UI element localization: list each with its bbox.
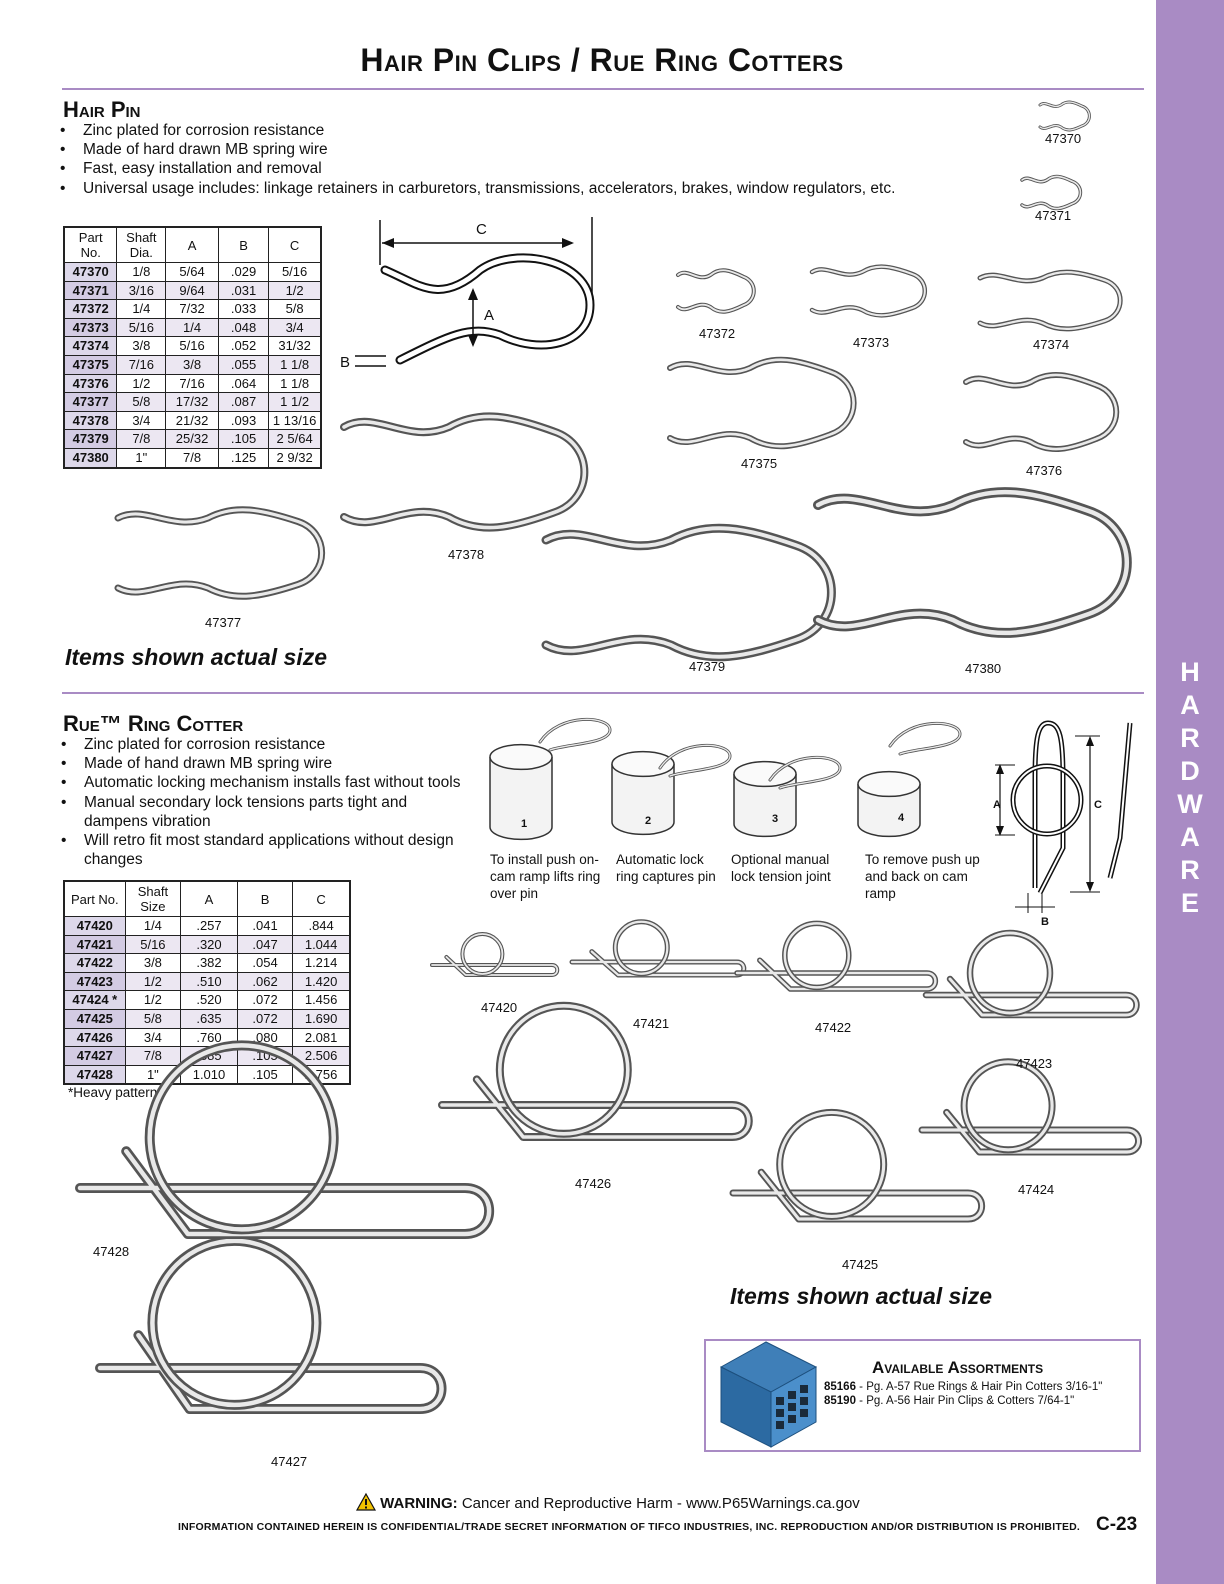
item-label: 47378 [448,547,485,562]
table-cell: .885 [181,1047,238,1066]
table-cell: 25/32 [166,430,219,449]
col-header: Shaft Dia. [117,227,166,263]
feature-item: • Zinc plated for corrosion resistance [61,735,481,754]
item-label: 47379 [689,659,726,674]
part-number-cell: 47374 [64,337,117,356]
part-number-cell: 47371 [64,281,117,300]
item-label: 47426 [575,1176,612,1191]
rue-ring-loop-drawing [970,933,1050,1013]
table-cell: .054 [237,954,292,973]
rue-ring-heading: Rue™ Ring Cotter [63,711,244,736]
col-header: B [218,227,268,263]
step-caption: To install push on-cam ramp lifts ring over pin [490,852,601,901]
warning-icon [356,1493,376,1511]
table-cell: .105 [218,430,268,449]
part-number-cell: 47380 [64,448,117,467]
sidebar-tab-letter: R [1180,855,1200,885]
assortment-description: - Pg. A-57 Rue Rings & Hair Pin Cotters 3/16-1" [855,1381,1103,1393]
table-cell: 5/64 [166,263,219,282]
table-cell: 1/4 [125,917,181,936]
step-number: 1 [521,818,528,830]
table-cell: 1/2 [125,991,181,1010]
part-number-cell: 47426 [64,1028,125,1047]
table-footnote: *Heavy pattern [68,1085,158,1100]
table-cell: .055 [218,355,268,374]
feature-item: • Manual secondary lock tensions parts tight and dampens vibration [61,793,424,831]
table-cell: .031 [218,281,268,300]
table-cell: 5/16 [166,337,219,356]
part-number-cell: 47423 [64,972,125,991]
table-cell: .844 [293,917,350,936]
table-cell: .520 [181,991,238,1010]
dimension-label-b: B [1041,916,1049,928]
table-cell: 7/8 [125,1047,181,1066]
item-label: 47422 [815,1020,852,1035]
prop65-warning [356,1493,860,1512]
table-cell: 1/2 [117,374,166,393]
table-cell: 2 9/32 [269,448,321,467]
col-header: Part No. [64,881,125,917]
table-cell: .072 [237,991,292,1010]
dimension-label-b: B [340,354,351,371]
table-cell: 1" [117,448,166,467]
table-cell: 1.456 [293,991,350,1010]
table-cell: 1.214 [293,954,350,973]
table-cell: 2.756 [293,1065,350,1084]
table-cell: 3/8 [117,337,166,356]
sidebar-tab-letter: A [1180,822,1200,852]
table-cell: .072 [237,1009,292,1028]
part-number-cell: 47373 [64,318,117,337]
rue-ring-loop-drawing [780,1112,884,1216]
col-header: C [293,881,350,917]
warning-label: WARNING: [380,1495,458,1512]
table-cell: .105 [237,1065,292,1084]
table-cell: 1" [125,1065,181,1084]
table-cell: 5/16 [125,935,181,954]
step-caption: Optional manual lock tension joint [731,852,831,884]
rue-ring-loop-drawing [152,1241,316,1405]
feature-item: • Automatic locking mechanism installs fast without tools [61,773,481,792]
table-cell: 17/32 [166,393,219,412]
rue-ring-cotter-drawing [572,952,744,975]
table-cell: .052 [218,337,268,356]
item-label: 47374 [1033,337,1070,352]
table-cell: 2 5/64 [269,430,321,449]
table-cell: .080 [237,1028,292,1047]
col-header: B [237,881,292,917]
rue-ring-cotter-drawing [737,960,935,989]
table-cell: .062 [237,972,292,991]
dimension-label-a: A [484,307,495,324]
sidebar-tab-letter: A [1180,690,1200,720]
table-cell: 7/8 [117,430,166,449]
part-number-cell: 47379 [64,430,117,449]
table-cell: .041 [237,917,292,936]
table-cell: 9/64 [166,281,219,300]
table-cell: 2.506 [293,1047,350,1066]
part-number-cell: 47425 [64,1009,125,1028]
table-cell: .635 [181,1009,238,1028]
item-label: 47370 [1045,131,1082,146]
item-label: 47427 [271,1454,308,1469]
hair-pin-heading: Hair Pin [63,97,141,122]
table-cell: 3/8 [166,355,219,374]
table-cell: .257 [181,917,238,936]
dimension-label-c: C [476,221,487,238]
feature-item: • Fast, easy installation and removal [60,159,1020,178]
step-number: 3 [772,813,779,825]
table-cell: .064 [218,374,268,393]
step-number: 2 [645,815,652,827]
table-cell: 3/4 [269,318,321,337]
part-number-cell: 47376 [64,374,117,393]
table-cell: 1/8 [117,263,166,282]
sidebar-tab [1156,0,1224,1584]
col-header: Shaft Size [125,881,181,917]
feature-item: • Will retro fit most standard applications without design changes [61,831,484,869]
table-cell: 1 1/8 [269,355,321,374]
step-caption: To remove push up and back on cam ramp [865,852,980,901]
table-cell: 1/4 [117,300,166,319]
rue-ring-loop-drawing [964,1062,1052,1150]
table-cell: 7/16 [166,374,219,393]
assortment-item[interactable] [824,1381,1102,1393]
table-cell: 2.081 [293,1028,350,1047]
table-cell: 21/32 [166,411,219,430]
page-title: Hair Pin Clips / Rue Ring Cotters [360,42,844,78]
table-cell: 31/32 [269,337,321,356]
assortment-part-number: 85190 [824,1395,856,1407]
table-cell: .320 [181,935,238,954]
part-number-cell: 47375 [64,355,117,374]
item-label: 47375 [741,456,778,471]
table-cell: .033 [218,300,268,319]
table-cell: .382 [181,954,238,973]
item-label: 47420 [481,1000,518,1015]
item-label: 47380 [965,661,1002,676]
assortment-item[interactable] [824,1395,1074,1407]
part-number-cell: 47377 [64,393,117,412]
table-cell: .087 [218,393,268,412]
table-cell: 1.420 [293,972,350,991]
page-number: C-23 [1096,1514,1138,1535]
col-header: Part No. [64,227,117,263]
actual-size-note: Items shown actual size [65,644,328,670]
rue-ring-loop-drawing [462,934,502,974]
table-cell: .510 [181,972,238,991]
assortments-title: Available Assortments [872,1358,1044,1377]
item-label: 47425 [842,1257,879,1272]
dimension-label-a: A [993,799,1001,811]
item-label: 47421 [633,1016,670,1031]
table-cell: .029 [218,263,268,282]
sidebar-tab-letter: H [1180,657,1200,687]
rue-ring-loop-drawing [500,1006,628,1134]
part-number-cell: 47424 * [64,991,125,1010]
table-cell: .125 [218,448,268,467]
table-cell: 5/16 [117,318,166,337]
table-cell: .048 [218,318,268,337]
available-assortments-box [704,1339,1141,1452]
feature-item: • Made of hand drawn MB spring wire [61,754,481,773]
item-label: 47372 [699,326,736,341]
storage-case-icon [716,1337,826,1452]
table-cell: 5/8 [117,393,166,412]
item-label: 47428 [93,1244,130,1259]
rue-ring-loop-drawing [615,922,667,974]
rue-ring-loop-drawing [785,923,849,987]
table-cell: 1.010 [181,1065,238,1084]
feature-item: • Universal usage includes: linkage retainers in carburetors, transmissions, accelerators, brakes, window regulators, etc. [60,179,1020,198]
part-number-cell: 47372 [64,300,117,319]
sidebar-tab-label [1156,656,1224,920]
table-cell: .093 [218,411,268,430]
col-header: A [166,227,219,263]
table-cell: 3/16 [117,281,166,300]
sidebar-tab-letter: E [1180,888,1199,918]
item-label: 47373 [853,335,890,350]
feature-item: • Zinc plated for corrosion resistance [60,121,1020,140]
table-cell: 3/4 [117,411,166,430]
table-cell: 3/4 [125,1028,181,1047]
table-cell: 1.690 [293,1009,350,1028]
assortment-description: - Pg. A-56 Hair Pin Clips & Cotters 7/64-1" [855,1395,1075,1407]
table-cell: 1/4 [166,318,219,337]
part-number-cell: 47370 [64,263,117,282]
confidentiality-notice: INFORMATION CONTAINED HEREIN IS CONFIDENTIAL/TRADE SECRET INFORMATION OF TIFCO INDUSTRIES, INC. REPRODUCTION AND/OR DISTRIBUTION IS PROHIBITED. [178,1521,1081,1533]
table-cell: 1 1/2 [269,393,321,412]
table-cell: 1 13/16 [269,411,321,430]
table-cell: .047 [237,935,292,954]
col-header: C [269,227,321,263]
item-label: 47371 [1035,208,1072,223]
feature-item: • Made of hard drawn MB spring wire [60,140,1020,159]
item-label: 47377 [205,615,242,630]
table-cell: 1/2 [125,972,181,991]
col-header: A [181,881,238,917]
table-cell: .760 [181,1028,238,1047]
sidebar-tab-letter: D [1180,756,1200,786]
assortment-part-number: 85166 [824,1381,856,1393]
table-cell: 7/32 [166,300,219,319]
table-cell: 1.044 [293,935,350,954]
rue-ring-loop-drawing [150,1045,334,1229]
table-cell: 1 1/8 [269,374,321,393]
part-number-cell: 47428 [64,1065,125,1084]
part-number-cell: 47421 [64,935,125,954]
item-label: 47376 [1026,463,1063,478]
warning-text: Cancer and Reproductive Harm - www.P65Warnings.ca.gov [457,1495,860,1512]
table-cell: 1/2 [269,281,321,300]
table-cell: 3/8 [125,954,181,973]
actual-size-note: Items shown actual size [730,1283,993,1309]
step-number: 4 [898,812,905,824]
part-number-cell: 47427 [64,1047,125,1066]
table-cell: .105 [237,1047,292,1066]
table-cell: 5/16 [269,263,321,282]
table-cell: 5/8 [269,300,321,319]
item-label: 47423 [1016,1056,1053,1071]
table-cell: 7/16 [117,355,166,374]
part-number-cell: 47420 [64,917,125,936]
table-cell: 5/8 [125,1009,181,1028]
sidebar-tab-letter: R [1180,723,1200,753]
table-cell: 7/8 [166,448,219,467]
part-number-cell: 47378 [64,411,117,430]
item-label: 47424 [1018,1182,1055,1197]
sidebar-tab-letter: W [1177,789,1203,819]
dimension-label-c: C [1094,799,1102,811]
step-caption: Automatic lock ring captures pin [616,852,716,884]
part-number-cell: 47422 [64,954,125,973]
